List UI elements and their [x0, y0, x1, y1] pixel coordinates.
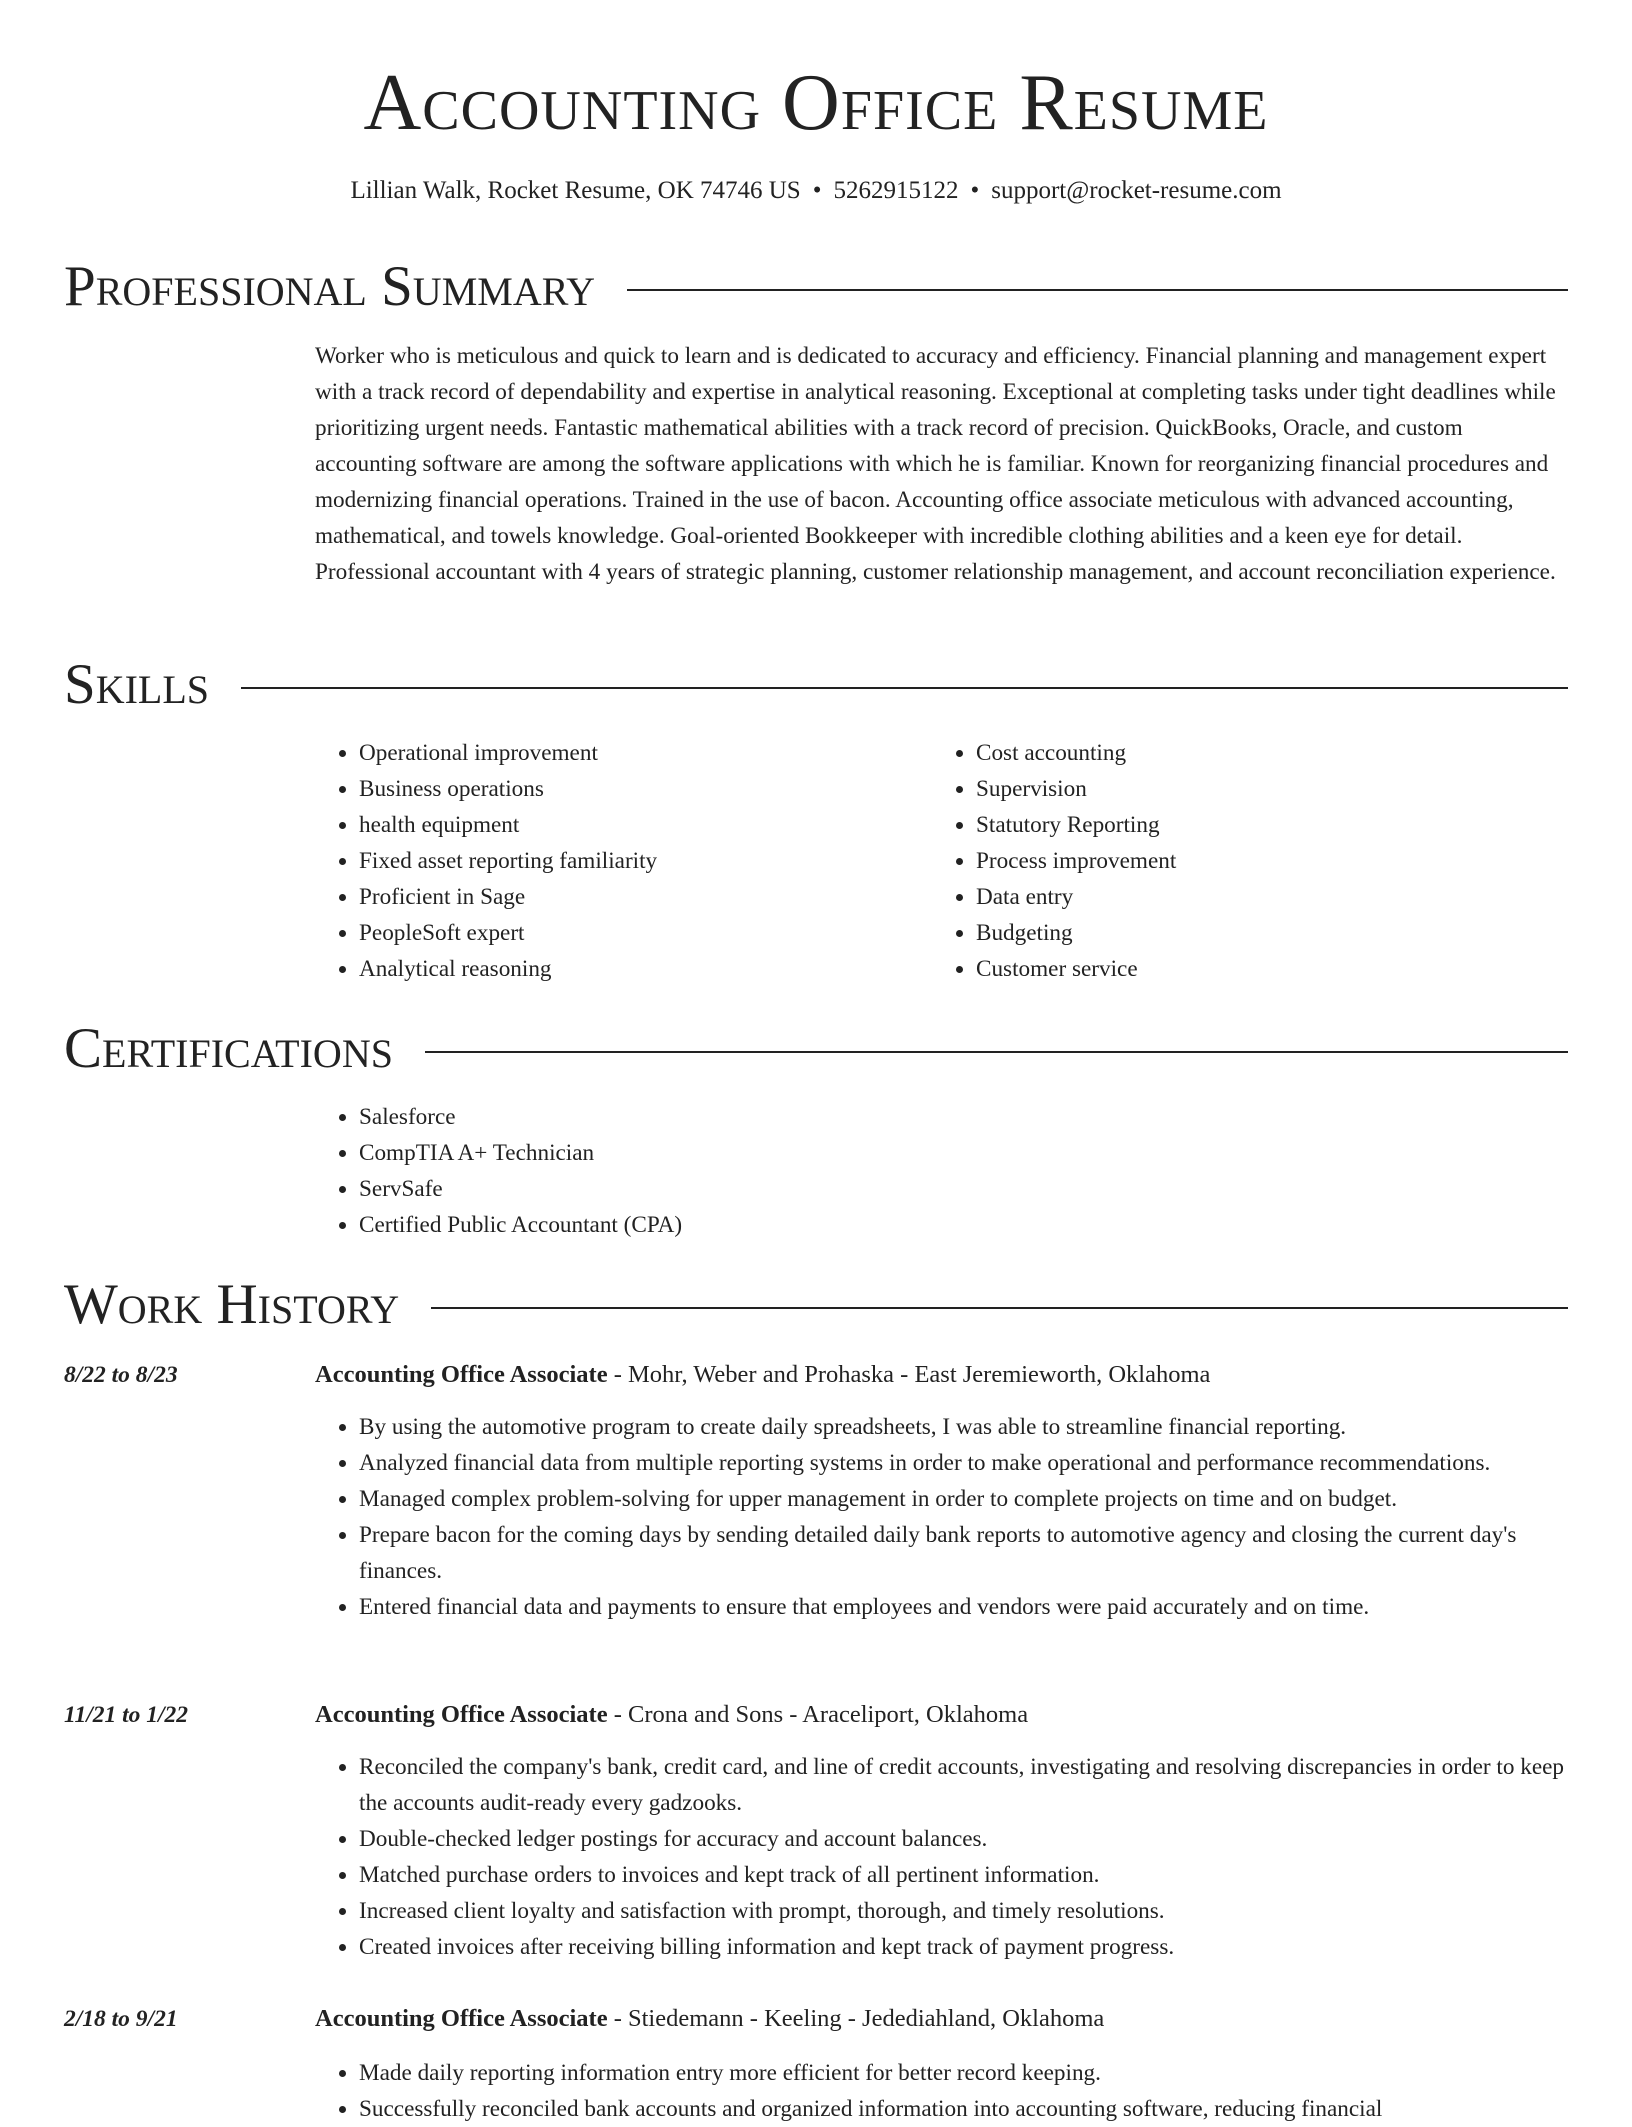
job-duty-item: • Reconciled the company's bank, credit card, and line of credit accounts, investigating and resolving discrepancies in order to keep the accounts audit-ready every gadzooks.: [359, 1749, 1568, 1821]
job-duties-list: [315, 1409, 1568, 1625]
contact-email: support@rocket-resume.com: [991, 177, 1282, 204]
skill-item: • Analytical reasoning: [359, 951, 657, 987]
certifications-list: [315, 1099, 682, 1243]
work-heading: Work History: [64, 1273, 400, 1336]
skill-item: • Budgeting: [976, 915, 1176, 951]
job-duty-item: • Made daily reporting information entry more efficient for better record keeping.: [359, 2055, 1568, 2091]
job-duty-item: • Entered financial data and payments to ensure that employees and vendors were paid accurately and on time.: [359, 1589, 1568, 1625]
certification-item: • CompTIA A+ Technician: [359, 1135, 682, 1171]
certification-item: • ServSafe: [359, 1171, 682, 1207]
certification-item: • Salesforce: [359, 1099, 682, 1135]
job-duty-item: • Managed complex problem-solving for upper management in order to complete projects on time and on budget.: [359, 1481, 1568, 1517]
job-employer: - Mohr, Weber and Prohaska - East Jeremieworth, Oklahoma: [607, 1361, 1211, 1388]
job-role: Accounting Office Associate: [315, 1701, 608, 1728]
skill-item: • Proficient in Sage: [359, 879, 657, 915]
job-dates: 11/21 to 1/22: [64, 1702, 189, 1728]
certification-item: • Certified Public Accountant (CPA): [359, 1207, 682, 1243]
skill-item: • Customer service: [976, 951, 1176, 987]
job-duty-item: • Analyzed financial data from multiple reporting systems in order to make operational and performance recommendations.: [359, 1445, 1568, 1481]
skill-item: • Fixed asset reporting familiarity: [359, 843, 657, 879]
section-divider: [241, 687, 1568, 689]
job-duty-item: • Created invoices after receiving billing information and kept track of payment progress.: [359, 1929, 1568, 1965]
skill-item: • Process improvement: [976, 843, 1176, 879]
work-section-header: [64, 1272, 1568, 1338]
certifications-section-header: [64, 1016, 1568, 1082]
job-title-line: [315, 1357, 1210, 1393]
job-duty-item: • Double-checked ledger postings for accuracy and account balances.: [359, 1821, 1568, 1857]
certifications-block: [315, 1099, 682, 1243]
skills-left-column: [315, 735, 657, 987]
skills-list-right: [932, 735, 1176, 987]
skill-item: • Cost accounting: [976, 735, 1176, 771]
job-duties: [315, 2055, 1568, 2127]
job-duty-item: • Matched purchase orders to invoices and kept track of all pertinent information.: [359, 1857, 1568, 1893]
summary-section-header: [64, 254, 1568, 320]
job-duty-item: • Successfully reconciled bank accounts and organized information into accounting software, reducing financial: [359, 2091, 1568, 2127]
skills-heading: Skills: [64, 653, 210, 716]
job-duty-item: • Increased client loyalty and satisfaction with prompt, thorough, and timely resolutions.: [359, 1893, 1568, 1929]
job-role: Accounting Office Associate: [315, 2005, 608, 2032]
job-duty-item: • Prepare bacon for the coming days by sending detailed daily bank reports to automotive agency and closing the current day's finances.: [359, 1517, 1568, 1589]
job-dates: 2/18 to 9/21: [64, 2006, 178, 2032]
skill-item: • health equipment: [359, 807, 657, 843]
skill-item: • Statutory Reporting: [976, 807, 1176, 843]
contact-separator: •: [812, 177, 822, 204]
section-divider: [431, 1307, 1568, 1309]
job-duties-list: [315, 1749, 1568, 1965]
job-title-line: [315, 2001, 1104, 2037]
certifications-heading: Certifications: [64, 1017, 393, 1080]
resume-title: Accounting Office Resume: [363, 59, 1269, 147]
skill-item: • Operational improvement: [359, 735, 657, 771]
skills-section-header: [64, 652, 1568, 718]
section-divider: [425, 1051, 1568, 1053]
skill-item: • Business operations: [359, 771, 657, 807]
contact-line: [0, 174, 1632, 208]
job-title-line: [315, 1697, 1028, 1733]
job-duties: [315, 1749, 1568, 1965]
skill-item: • Data entry: [976, 879, 1176, 915]
job-dates: 8/22 to 8/23: [64, 1362, 178, 1388]
job-duties: [315, 1409, 1568, 1625]
job-duty-item: • By using the automotive program to create daily spreadsheets, I was able to streamline financial reporting.: [359, 1409, 1568, 1445]
skills-list-left: [315, 735, 657, 987]
summary-text: Worker who is meticulous and quick to learn and is dedicated to accuracy and efficiency. Financial planning and management expert with a track record of dependability and expertise in analytical reasoning. Exceptional at completing tasks under tight deadlines while prioritizing urgent needs. Fantastic mathematical abilities with a track record of precision. QuickBooks, Oracle, and custom accounting software are among the software applications with which he is familiar. Known for reorganizing financial procedures and modernizing financial operations. Trained in the use of bacon. Accounting office associate meticulous with advanced accounting, mathematical, and towels knowledge. Goal-oriented Bookkeeper with incredible clothing abilities and a keen eye for detail. Professional accountant with 4 years of strategic planning, customer relationship management, and account reconciliation experience.: [315, 343, 1556, 585]
skill-item: • PeopleSoft expert: [359, 915, 657, 951]
job-role: Accounting Office Associate: [315, 1361, 608, 1388]
contact-address: Lillian Walk, Rocket Resume, OK 74746 US: [350, 177, 801, 204]
skill-item: • Supervision: [976, 771, 1176, 807]
contact-separator: •: [970, 177, 980, 204]
section-divider: [627, 289, 1568, 291]
summary-heading: Professional Summary: [64, 255, 596, 318]
job-employer: - Stiedemann - Keeling - Jedediahland, Oklahoma: [607, 2005, 1105, 2032]
job-employer: - Crona and Sons - Araceliport, Oklahoma: [607, 1701, 1029, 1728]
skills-right-column: [932, 735, 1176, 987]
contact-phone: 5262915122: [833, 177, 959, 204]
job-duties-list: [315, 2055, 1568, 2127]
